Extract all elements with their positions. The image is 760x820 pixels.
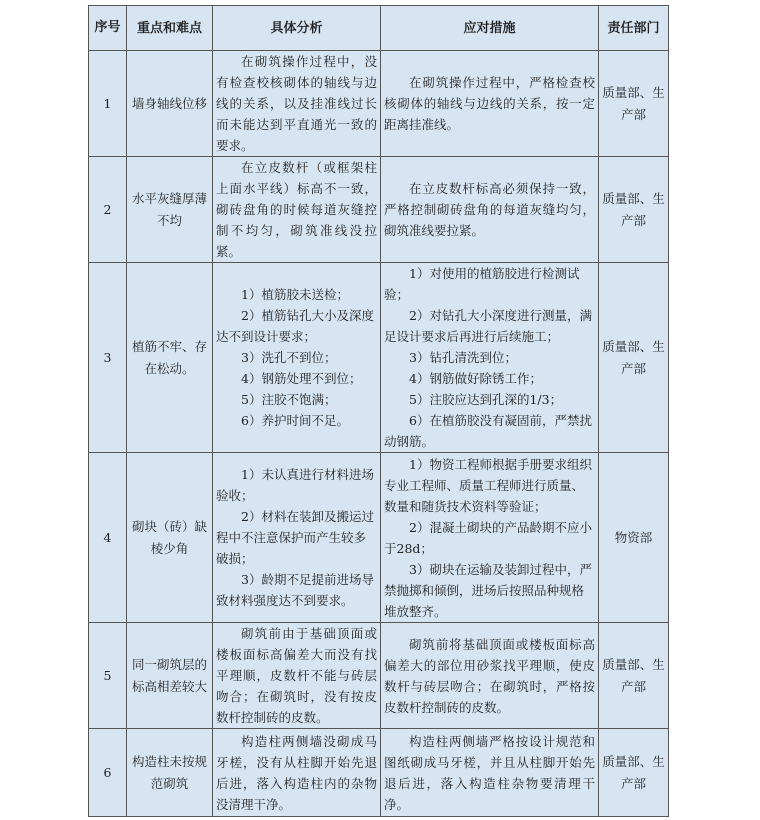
row-department: 质量部、生产部 [599, 623, 669, 729]
analysis-item: 3）龄期不足提前进场导致材料强度达不到要求。 [216, 572, 374, 608]
header-measures: 应对措施 [381, 6, 599, 51]
row-key-point: 构造柱未按规范砌筑 [127, 729, 213, 817]
analysis-item: 4）钢筋处理不到位； [241, 371, 362, 386]
row-number: 1 [89, 51, 127, 157]
measure-item: 5）注胶应达到孔深的1/3； [409, 392, 563, 407]
table-row [89, 623, 669, 729]
row-number: 2 [89, 157, 127, 263]
row-analysis [213, 453, 381, 623]
row-analysis: 在砌筑操作过程中，没有检查校核砌体的轴线与边线的关系，以及挂准线过长而未能达到平直通光一致的要求。 [213, 51, 381, 157]
row-measures: 砌筑前将基础顶面或楼板面标高偏差大的部位用砂浆找平理顺，使皮数杆与砖层吻合；在砌筑时，严格按皮数杆控制砖的皮数。 [381, 623, 599, 729]
row-department: 质量部、生产部 [599, 263, 669, 453]
measure-item: 1）对使用的植筋胶进行检测试验； [384, 266, 580, 302]
measure-item: 2）混凝土砌块的产品龄期不应小于28d； [384, 519, 592, 556]
table-row [89, 453, 669, 623]
header-analysis: 具体分析 [213, 6, 381, 51]
analysis-item: 2）材料在装卸及搬运过程中不注意保护而产生较多破损； [216, 509, 374, 566]
row-key-point: 墙身轴线位移 [127, 51, 213, 157]
row-key-point: 砌块（砖）缺棱少角 [127, 453, 213, 623]
row-number: 6 [89, 729, 127, 817]
measure-item: 1）物资工程师根据手册要求组织专业工程师、质量工程师进行质量、数量和随货技术资料等验证； [384, 456, 592, 514]
analysis-item: 5）注胶不饱满； [241, 392, 337, 407]
measure-item: 3）钻孔清洗到位； [409, 350, 517, 365]
measures-table [88, 5, 669, 817]
row-analysis: 砌筑前由于基础顶面或楼板面标高偏差大而没有找平理顺，皮数杆不能与砖层吻合；在砌筑时，没有按皮数杆控制砖的皮数。 [213, 623, 381, 729]
analysis-item: 1）未认真进行材料进场验收； [216, 467, 374, 503]
row-measures: 构造柱两侧墙严格按设计规范和图纸砌成马牙槎，并且从柱脚开始先退后进，落入构造柱杂物要清理干净。 [381, 729, 599, 817]
row-measures: 在砌筑操作过程中，严格检查校核砌体的轴线与边线的关系，按一定距离挂准线。 [381, 51, 599, 157]
header-no: 序号 [89, 6, 127, 51]
row-measures [381, 453, 599, 623]
row-analysis: 构造柱两侧墙没砌成马牙槎，没有从柱脚开始先退后进，落入构造柱内的杂物没清理干净。 [213, 729, 381, 817]
row-key-point: 水平灰缝厚薄不均 [127, 157, 213, 263]
measure-item: 2）对钻孔大小深度进行测量，满足设计要求后再进行后续施工； [384, 308, 592, 344]
table-header-row [89, 6, 669, 51]
row-number: 3 [89, 263, 127, 453]
table-row [89, 51, 669, 157]
row-department: 质量部、生产部 [599, 51, 669, 157]
row-key-point: 植筋不牢、存在松动。 [127, 263, 213, 453]
table-row [89, 157, 669, 263]
analysis-item: 1）植筋胶未送检； [241, 287, 349, 302]
row-measures [381, 263, 599, 453]
header-key: 重点和难点 [127, 6, 213, 51]
row-analysis [213, 263, 381, 453]
measure-item: 3）砌块在运输及装卸过程中，严禁抛掷和倾倒，进场后按照品种规格堆放整齐。 [384, 561, 592, 619]
analysis-item: 2）植筋钻孔大小及深度达不到设计要求； [216, 308, 374, 344]
table-row [89, 263, 669, 453]
row-measures: 在立皮数杆标高必须保持一致，严格控制砌砖盘角的每道灰缝均匀，砌筑准线要拉紧。 [381, 157, 599, 263]
row-department: 物资部 [599, 453, 669, 623]
row-number: 5 [89, 623, 127, 729]
row-analysis: 在立皮数杆（或框架柱上面水平线）标高不一致，砌砖盘角的时候每道灰缝控制不均匀，砌筑准线没拉紧。 [213, 157, 381, 263]
row-number: 4 [89, 453, 127, 623]
analysis-item: 6）养护时间不足。 [241, 413, 349, 428]
row-key-point: 同一砌筑层的标高相差较大 [127, 623, 213, 729]
measure-item: 4）钢筋做好除锈工作； [409, 371, 542, 386]
row-department: 质量部、生产部 [599, 729, 669, 817]
table-row [89, 729, 669, 817]
analysis-item: 3）洗孔不到位； [241, 350, 337, 365]
row-department: 质量部、生产部 [599, 157, 669, 263]
measure-item: 6）在植筋胶没有凝固前，严禁扰动钢筋。 [384, 413, 592, 449]
header-dept: 责任部门 [599, 6, 669, 51]
